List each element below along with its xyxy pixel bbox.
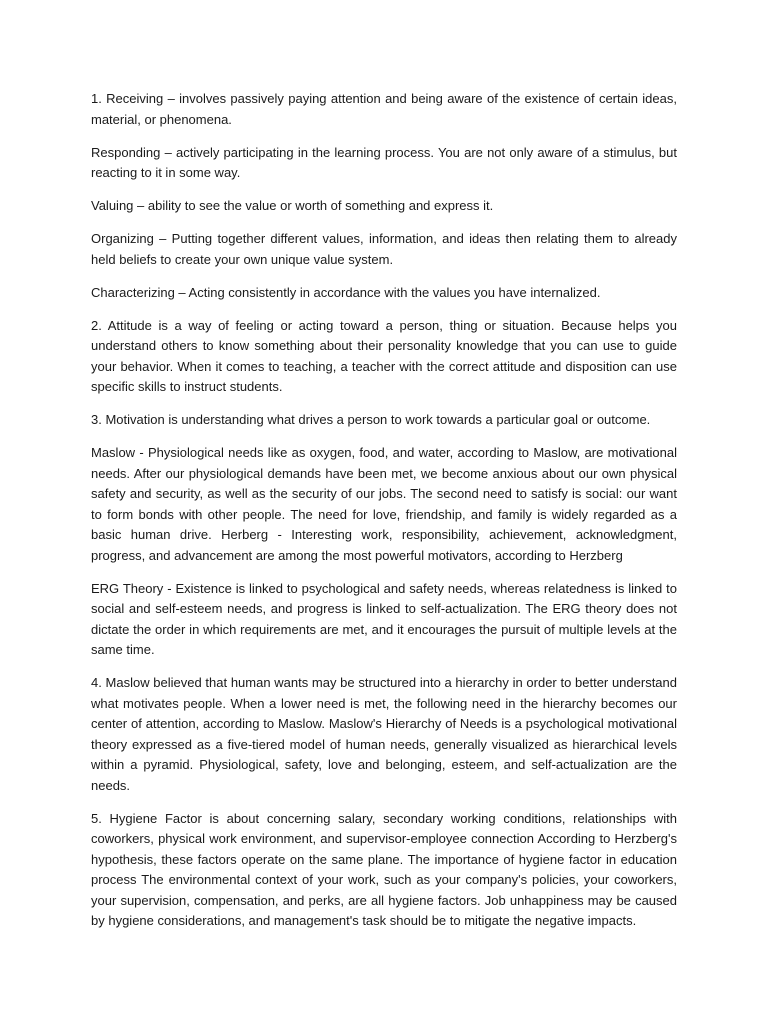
paragraph-responding: Responding – actively participating in the learning process. You are not only aware of a stimulus, but reacting to it in some way. <box>91 144 677 180</box>
paragraph-motivation: 3. Motivation is understanding what drives a person to work towards a particular goal or outcome. <box>91 412 651 427</box>
paragraph-receiving: 1. Receiving – involves passively paying attention and being aware of the existence of certain ideas, material, or phenomena. <box>91 91 677 127</box>
paragraph-valuing: Valuing – ability to see the value or worth of something and express it. <box>91 198 494 213</box>
document-page <box>91 89 677 944</box>
paragraph-hierarchy: 4. Maslow believed that human wants may be structured into a hierarchy in order to better understand what motivates people. When a lower need is met, the following need in the hierarchy becomes our center of attention, according to Maslow. Maslow's Hierarchy of Needs is a psychological motivational theory expressed as a five-tiered model of human needs, generally visualized as hierarchical levels within a pyramid. Physiological, safety, love and belonging, esteem, and self-actualization are the needs. <box>91 675 677 793</box>
paragraph-attitude: 2. Attitude is a way of feeling or acting toward a person, thing or situation. Because helps you understand others to know something about their personality knowledge that you can use to guide your behavior. When it comes to teaching, a teacher with the correct attitude and disposition can use specific skills to instruct students. <box>91 317 677 394</box>
paragraph-organizing: Organizing – Putting together different values, information, and ideas then relating them to already held beliefs to create your own unique value system. <box>91 231 677 267</box>
paragraph-maslow: Maslow - Physiological needs like as oxygen, food, and water, according to Maslow, are motivational needs. After our physiological demands have been met, we become anxious about our own physical safety and security, as well as the security of our jobs. The second need to satisfy is social: our want to form bonds with other people. The need for love, friendship, and family is widely regarded as a basic human drive. Herberg - Interesting work, responsibility, achievement, acknowledgment, progress, and advancement are among the most powerful motivators, according to Herzberg <box>91 445 677 563</box>
paragraph-characterizing: Characterizing – Acting consistently in accordance with the values you have internalized. <box>91 284 601 300</box>
paragraph-erg-theory: ERG Theory - Existence is linked to psychological and safety needs, whereas relatedness is linked to social and self-esteem needs, and progress is linked to self-actualization. The ERG theory does not dictate the order in which requirements are met, and it encourages the pursuit of multiple levels at the same time. <box>91 580 677 657</box>
paragraph-hygiene-factor: 5. Hygiene Factor is about concerning salary, secondary working conditions, relationships with coworkers, physical work environment, and supervisor-employee connection According to Herzberg's hypothesis, these factors operate on the same plane. The importance of hygiene factor in education process The environmental context of your work, such as your company's policies, your coworkers, your supervision, compensation, and perks, are all hygiene factors. Job unhappiness may be caused by hygiene considerations, and management's task should be to mitigate the negative impacts. <box>91 810 677 928</box>
